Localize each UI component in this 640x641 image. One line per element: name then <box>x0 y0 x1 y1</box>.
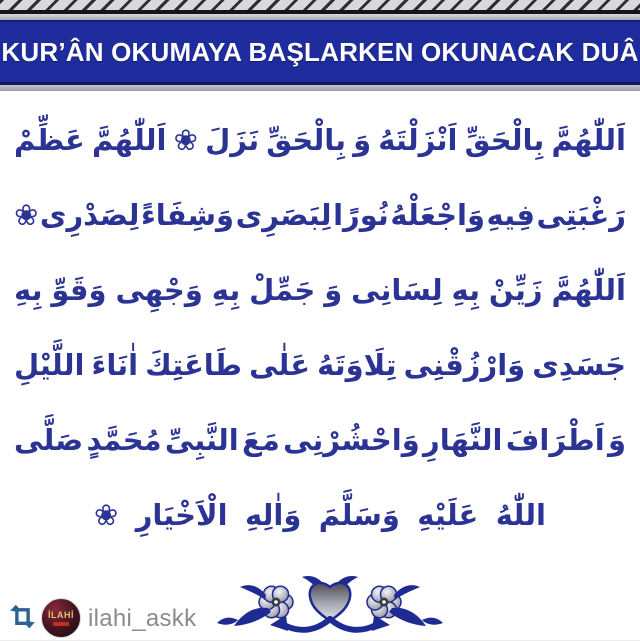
prayer-line-5: وَ اَطْرَافَ النَّهَارِ وَاحْشُرْنِى مَعَ النَّبِىِّ مُحَمَّدٍ صَلَّى <box>14 423 626 457</box>
title-banner <box>0 20 640 85</box>
username-label: ilahi_askk <box>88 605 197 632</box>
avatar-decoration <box>53 622 69 626</box>
prayer-line-2: رَغْبَتِى فِيهِ وَاجْعَلْهُ نُورًا لِبَصَرِى وَشِفَاءً لِصَدْرِى ❀ <box>14 198 626 232</box>
prayer-line-1: اَللّٰهُمَّ بِالْحَقِّ اَنْزَلْتَهُ وَ بِالْحَقِّ نَزَلَ ❀ اَللّٰهُمَّ عَظِّمْ <box>14 123 626 157</box>
avatar-label: İLAHİ <box>48 609 74 620</box>
footer <box>0 553 640 641</box>
page-title: KUR’ÂN OKUMAYA BAŞLARKEN OKUNACAK DUÂ <box>1 36 639 67</box>
floral-ornament-icon <box>214 572 446 636</box>
prayer-line-4: جَسَدِى وَارْزُقْنِى تِلَاوَتَهُ عَلٰى طَاعَتِكَ اٰنَاءَ اللَّيْلِ <box>14 348 626 382</box>
hatched-border <box>0 0 640 10</box>
repost-icon <box>9 601 36 632</box>
prayer-line-3: اَللّٰهُمَّ زَيِّنْ بِهِ لِسَانِى وَ جَمِّلْ بِهِ وَجْهِى وَقَوِّ بِهِ <box>14 273 626 307</box>
prayer-text-block <box>0 91 640 553</box>
avatar <box>41 598 81 638</box>
prayer-line-6: اللّٰهُ عَلَيْهِ وَسَلَّمَ وَاٰلِهِ الْاَخْيَارِ ❀ <box>94 498 546 532</box>
